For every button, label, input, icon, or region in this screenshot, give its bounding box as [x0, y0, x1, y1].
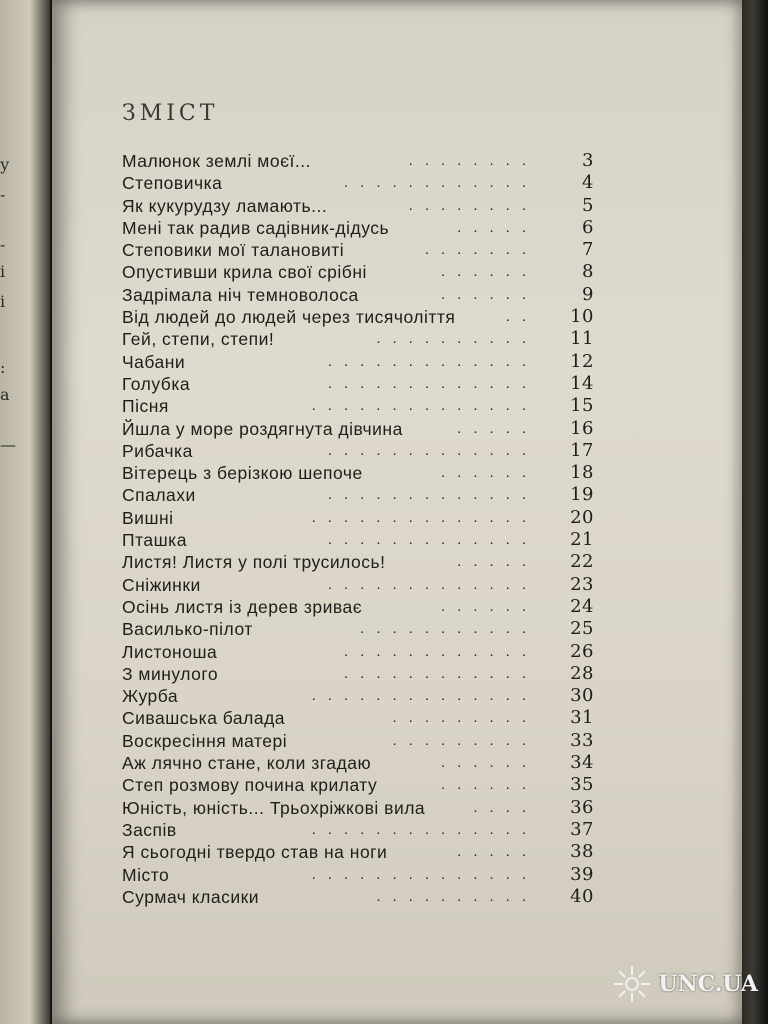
- dot-leader: ..............: [311, 687, 538, 705]
- toc-entry-page: 38: [570, 841, 594, 863]
- toc-entry-title: Вишні: [122, 507, 174, 528]
- left-page-edge: [0, 0, 50, 1024]
- dot-leader: ........: [408, 152, 538, 169]
- toc-entry: [122, 574, 594, 596]
- dot-leader: ......: [440, 597, 538, 615]
- toc-entry-title: Юність, юність... Трьохріжкові вила: [122, 797, 426, 818]
- toc-entry-page: 21: [570, 529, 594, 551]
- toc-entry-title: Спалахи: [122, 485, 196, 506]
- toc-entry-page: 22: [570, 551, 594, 573]
- toc-entry: [122, 261, 594, 283]
- dot-leader: .............: [327, 374, 538, 392]
- toc-entry-title: Місто: [122, 864, 170, 885]
- toc-entry-title: Журба: [122, 686, 179, 707]
- toc-entry-page: 40: [570, 885, 594, 907]
- toc-entry-page: 19: [570, 484, 594, 506]
- toc-entry: [122, 752, 594, 774]
- toc-entry-page: 15: [570, 395, 594, 417]
- toc-entry-title: Я сьогодні твердо став на ноги: [122, 842, 388, 863]
- watermark: [612, 964, 758, 1004]
- dot-leader: ......: [440, 754, 538, 772]
- toc-entry-page: 37: [570, 818, 594, 840]
- toc-entry-page: 10: [570, 306, 594, 328]
- toc-entry-title: Степовичка: [122, 173, 223, 194]
- toc-entry-page: 24: [570, 595, 594, 617]
- dot-leader: .........: [392, 731, 538, 749]
- toc-entry-page: 4: [582, 172, 594, 194]
- dot-leader: ............: [343, 174, 538, 192]
- toc-entry-title: Мені так радив садівник-дідусь: [122, 217, 390, 238]
- right-page-edge: [742, 0, 768, 1024]
- toc-entry-title: Заспів: [122, 819, 177, 840]
- toc-entry-page: 28: [570, 662, 594, 684]
- toc-entry: [122, 685, 594, 707]
- toc-entry: [122, 150, 594, 172]
- dot-leader: .....: [457, 419, 538, 437]
- toc-entry-title: Рибачка: [122, 440, 193, 461]
- toc-entry-page: 36: [570, 796, 594, 818]
- toc-entry-page: 33: [570, 729, 594, 751]
- toc-entry-page: 18: [570, 462, 594, 484]
- toc-entry-page: 17: [570, 439, 594, 461]
- toc-entry-title: Йшла у море роздягнута дівчина: [122, 418, 403, 439]
- toc-entry-page: 9: [582, 283, 594, 305]
- toc-entry: [122, 239, 594, 261]
- dot-leader: ..........: [376, 887, 538, 905]
- toc-entry-title: Сивашська балада: [122, 708, 286, 729]
- dot-leader: ..............: [311, 508, 538, 526]
- toc-entry-page: 34: [570, 752, 594, 774]
- toc-entry: [122, 529, 594, 551]
- dot-leader: ..............: [311, 820, 538, 838]
- left-page-fragment: у: [0, 155, 10, 174]
- dot-leader: ............: [343, 664, 538, 682]
- toc-entry: [122, 306, 594, 328]
- dot-leader: ..........: [376, 330, 538, 348]
- toc-entry-title: Воскресіння матері: [122, 730, 288, 751]
- toc-entry-page: 39: [570, 863, 594, 885]
- toc-entry-page: 30: [570, 685, 594, 707]
- watermark-text: UNC.UA: [658, 971, 758, 997]
- toc-entry-title: Сурмач класики: [122, 886, 260, 907]
- toc-entry: [122, 886, 594, 908]
- toc-entry-title: Чабани: [122, 351, 186, 372]
- table-of-contents: [122, 150, 594, 908]
- toc-entry-title: Опустивши крила свої срібні: [122, 262, 367, 283]
- toc-entry: [122, 172, 594, 194]
- toc-entry-title: Пісня: [122, 396, 169, 417]
- toc-entry: [122, 284, 594, 306]
- toc-entry-title: Гей, степи, степи!: [122, 329, 275, 350]
- toc-entry-title: Задрімала ніч темноволоса: [122, 284, 359, 305]
- toc-entry-title: Осінь листя із дерев зриває: [122, 596, 363, 617]
- toc-entry: [122, 373, 594, 395]
- dot-leader: ......: [440, 776, 538, 794]
- toc-entry: [122, 328, 594, 350]
- dot-leader: .............: [327, 486, 538, 504]
- toc-entry-page: 23: [570, 573, 594, 595]
- toc-entry-title: З минулого: [122, 663, 219, 684]
- dot-leader: ........: [408, 196, 538, 214]
- left-page-fragment: -: [0, 235, 6, 254]
- toc-entry: [122, 217, 594, 239]
- toc-entry-page: 8: [582, 261, 594, 283]
- dot-leader: ..............: [311, 865, 538, 883]
- dot-leader: .........: [392, 709, 538, 727]
- toc-entry-title: Як кукурудзу ламають...: [122, 195, 328, 216]
- dot-leader: ......: [440, 464, 538, 482]
- left-page-fragment: -: [0, 185, 6, 204]
- toc-entry-title: Степовики мої талановиті: [122, 240, 345, 261]
- toc-entry: [122, 641, 594, 663]
- toc-entry: [122, 730, 594, 752]
- toc-entry-page: 11: [570, 328, 594, 350]
- dot-leader: .....: [457, 218, 538, 236]
- toc-entry-page: 16: [570, 417, 594, 439]
- left-page-fragment: і: [0, 262, 6, 281]
- toc-entry-title: Малюнок землі моєї...: [122, 151, 311, 171]
- toc-entry: [122, 797, 594, 819]
- toc-entry-page: 26: [570, 640, 594, 662]
- dot-leader: ...........: [360, 620, 538, 638]
- left-page-fragment: і: [0, 292, 6, 311]
- toc-entry: [122, 440, 594, 462]
- toc-entry: [122, 351, 594, 373]
- toc-entry-page: 14: [570, 372, 594, 394]
- toc-entry-page: 12: [570, 350, 594, 372]
- toc-entry-title: Аж лячно стане, коли згадаю: [122, 753, 372, 774]
- toc-entry: [122, 195, 594, 217]
- toc-entry-title: Сніжинки: [122, 574, 201, 595]
- dot-leader: .............: [327, 352, 538, 370]
- left-page-fragment: —: [0, 435, 16, 454]
- toc-entry-page: 20: [570, 506, 594, 528]
- toc-entry: [122, 418, 594, 440]
- toc-entry-title: Вітерець з берізкою шепоче: [122, 463, 363, 484]
- dot-leader: .....: [457, 553, 538, 571]
- toc-entry: [122, 395, 594, 417]
- dot-leader: .............: [327, 531, 538, 549]
- left-page-fragment: а: [0, 385, 10, 404]
- page-title: ЗМІСТ: [122, 101, 219, 126]
- dot-leader: ......: [440, 263, 538, 281]
- toc-entry-page: 7: [582, 239, 594, 261]
- dot-leader: .......: [424, 241, 538, 259]
- toc-entry: [122, 484, 594, 506]
- snowflake-logo-icon: [612, 964, 652, 1004]
- toc-entry-title: Від людей до людей через тисячоліття: [122, 307, 456, 328]
- dot-leader: .............: [327, 575, 538, 593]
- toc-entry: [122, 774, 594, 796]
- toc-entry: [122, 618, 594, 640]
- toc-entry-title: Голубка: [122, 373, 191, 394]
- dot-leader: ............: [343, 642, 538, 660]
- dot-leader: ......: [440, 285, 538, 303]
- toc-entry: [122, 841, 594, 863]
- toc-entry-title: Пташка: [122, 530, 187, 551]
- dot-leader: .....: [457, 843, 538, 861]
- dot-leader: .............: [327, 441, 538, 459]
- toc-entry: [122, 819, 594, 841]
- toc-entry-page: 31: [570, 707, 594, 729]
- dot-leader: ....: [473, 798, 538, 816]
- toc-entry-page: 6: [582, 216, 594, 238]
- toc-entry-title: Василько-пілот: [122, 619, 253, 640]
- toc-entry-page: 5: [582, 194, 594, 216]
- toc-entry-title: Листоноша: [122, 641, 218, 662]
- toc-entry-page: 35: [570, 774, 594, 796]
- dot-leader: ..............: [311, 397, 538, 415]
- toc-entry: [122, 507, 594, 529]
- toc-entry: [122, 596, 594, 618]
- toc-entry-page: 3: [582, 150, 594, 171]
- toc-entry: [122, 707, 594, 729]
- toc-entry: [122, 551, 594, 573]
- toc-entry: [122, 864, 594, 886]
- toc-entry-page: 25: [570, 618, 594, 640]
- left-page-fragment: :: [0, 358, 6, 377]
- toc-entry: [122, 663, 594, 685]
- toc-entry: [122, 462, 594, 484]
- toc-entry-title: Листя! Листя у полі трусилось!: [122, 552, 386, 573]
- toc-entry-title: Степ розмову почина крилату: [122, 775, 378, 796]
- dot-leader: ..: [505, 308, 538, 326]
